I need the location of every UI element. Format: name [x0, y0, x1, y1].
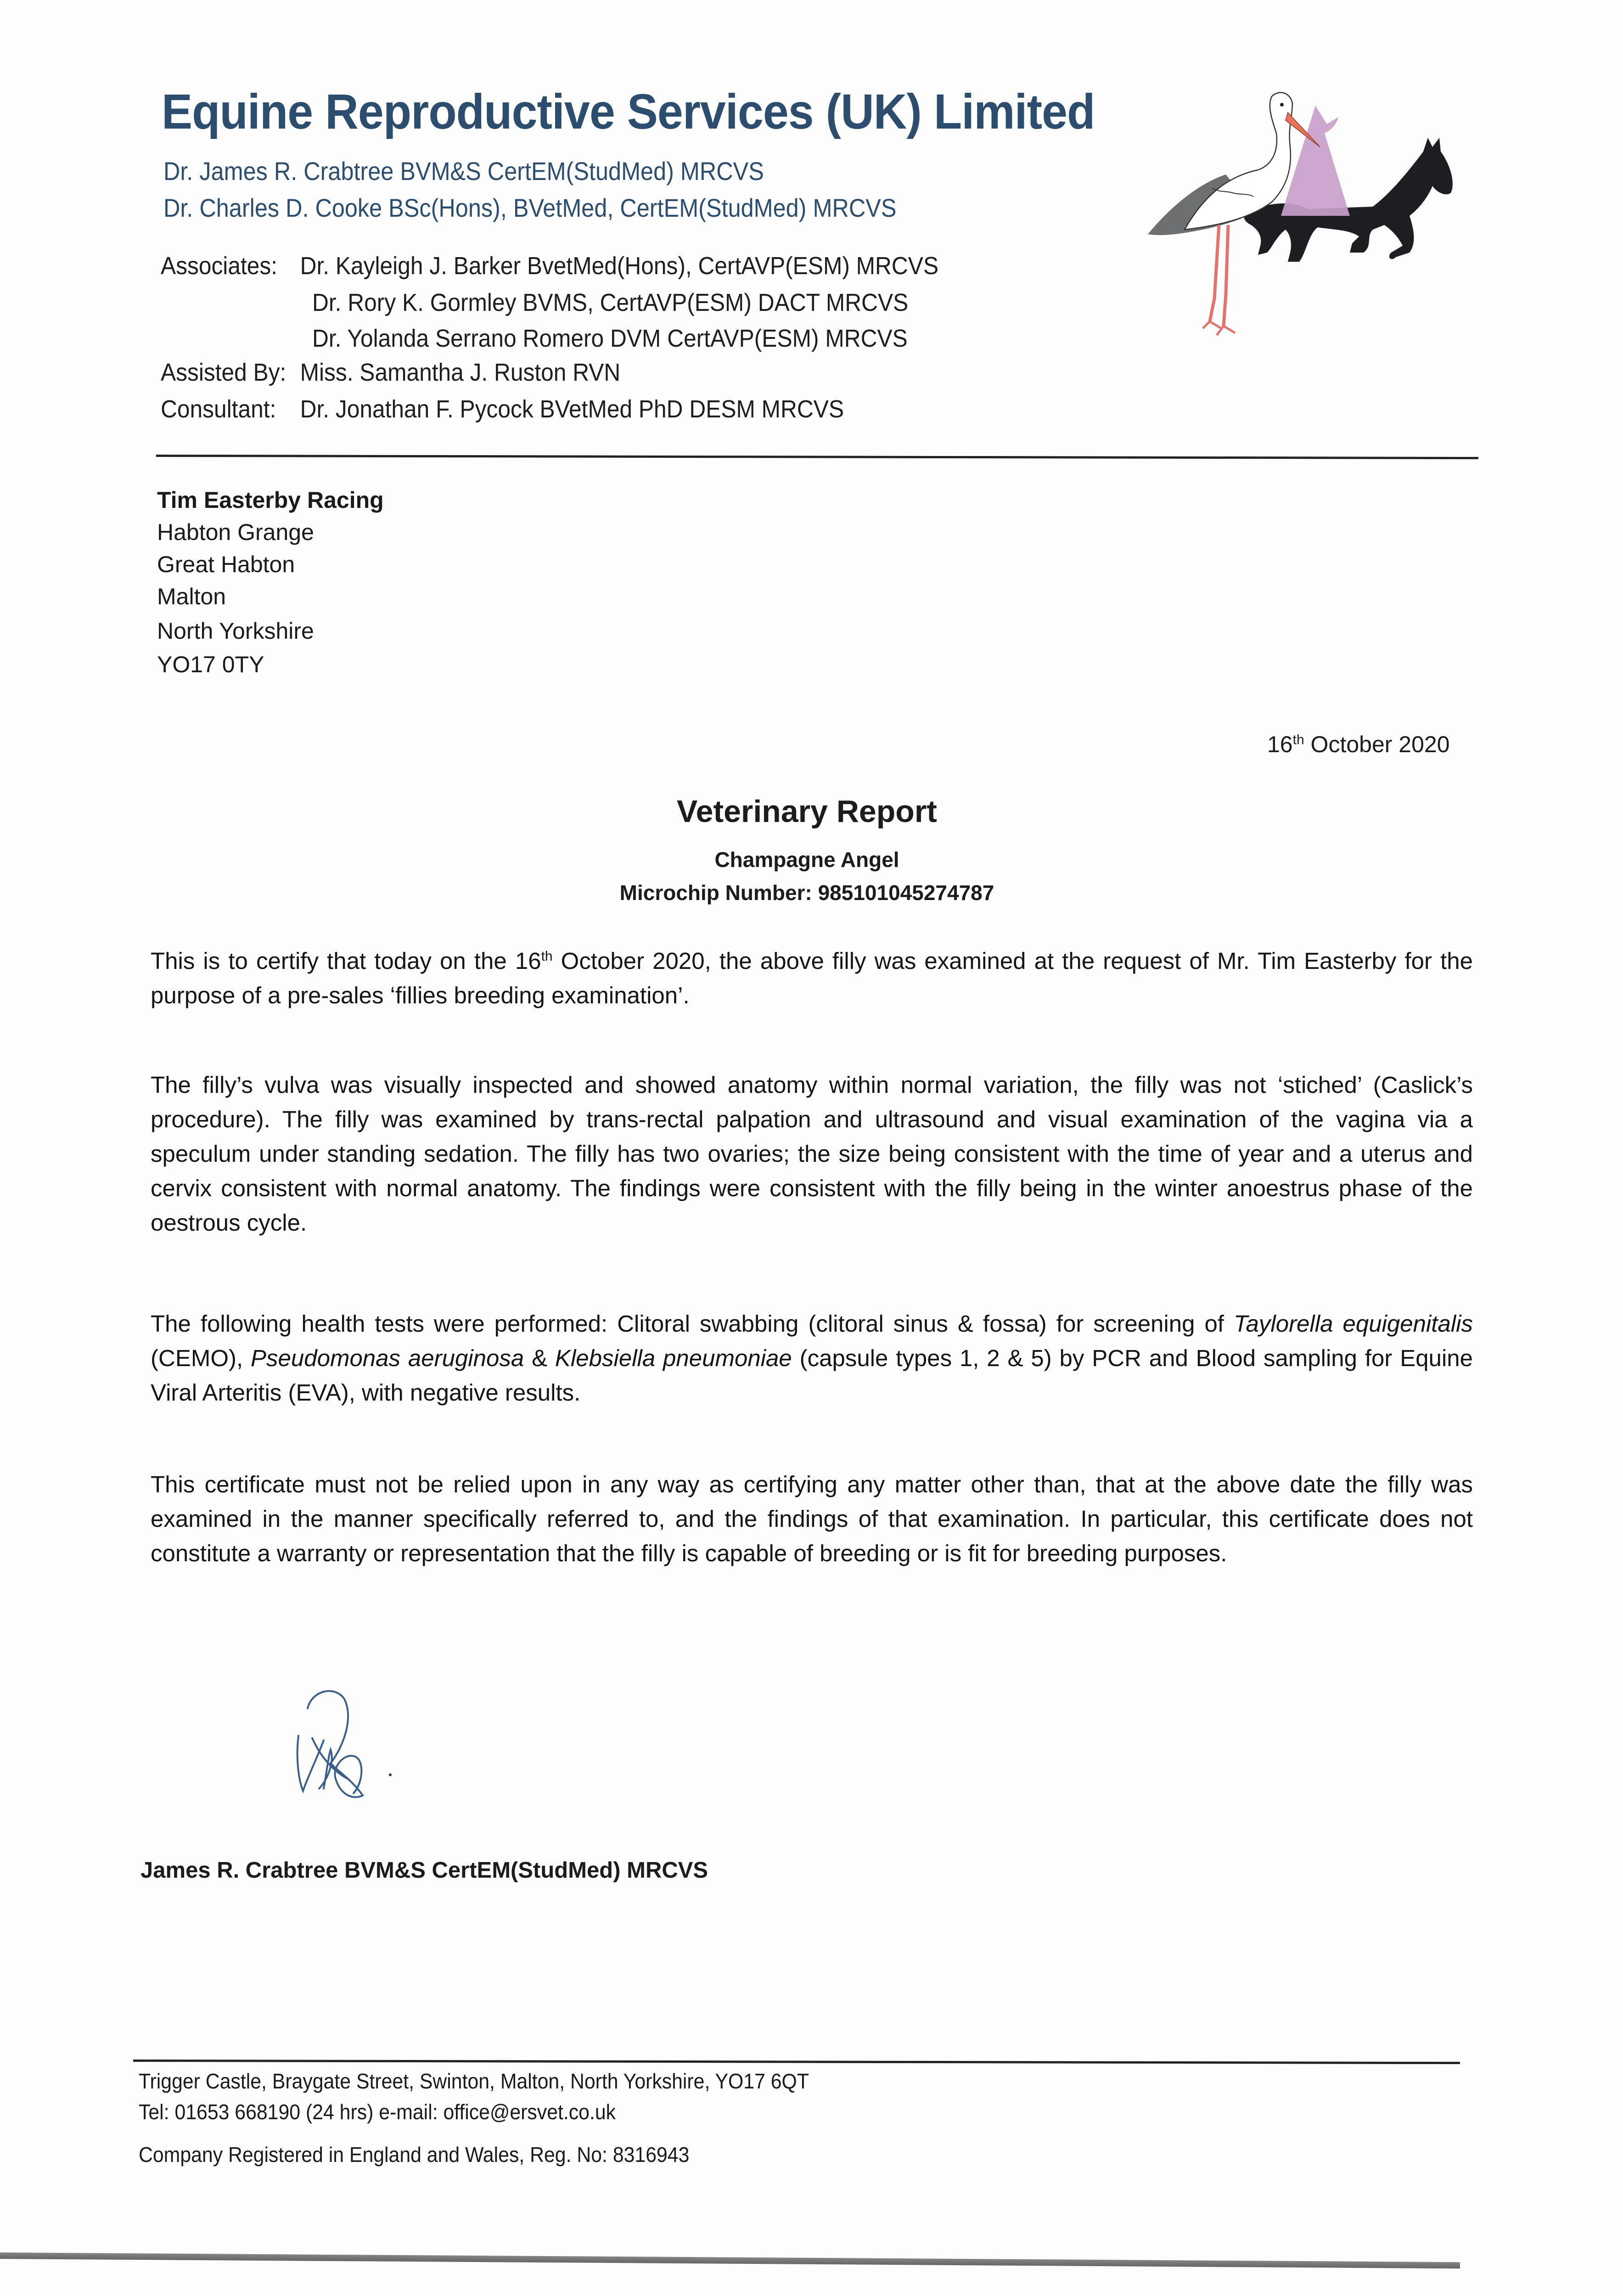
paragraph-certification — [151, 944, 1473, 1013]
paragraph-health-tests — [151, 1306, 1473, 1410]
p1-text-a: This is to certify that today on the 16 — [151, 948, 541, 974]
p3-text-1: The following health tests were performed: Clitoral swabbing (clitoral sinus & fossa) for screening of — [151, 1311, 1234, 1337]
handwritten-signature-icon — [285, 1676, 450, 1814]
footer-divider — [133, 2060, 1460, 2064]
consultant-label: Consultant: — [161, 395, 276, 423]
partner-2: Dr. Charles D. Cooke BSc(Hons), BVetMed, CertEM(StudMed) MRCVS — [163, 193, 897, 222]
addressee-line-4: North Yorkshire — [157, 618, 314, 644]
addressee-line-2: Great Habton — [157, 551, 295, 577]
p3-text-3: & — [524, 1345, 555, 1371]
date-suffix: th — [1292, 732, 1304, 748]
p3-text-2: (CEMO), — [151, 1345, 251, 1371]
date-day: 16 — [1267, 732, 1293, 757]
addressee-name: Tim Easterby Racing — [157, 487, 384, 513]
report-title: Veterinary Report — [677, 794, 937, 829]
addressee-line-5: YO17 0TY — [157, 652, 264, 677]
scan-edge-shadow — [0, 2252, 1460, 2268]
p3-organism-1: Taylorella equigenitalis — [1234, 1311, 1473, 1337]
date-rest: October 2020 — [1304, 732, 1450, 757]
letter-date — [1267, 731, 1450, 758]
partner-1: Dr. James R. Crabtree BVM&S CertEM(StudMed) MRCVS — [163, 157, 764, 186]
assisted-label: Assisted By: — [161, 359, 286, 386]
footer-contact: Tel: 01653 668190 (24 hrs) e-mail: office@ersvet.co.uk — [139, 2100, 616, 2124]
associate-1: Dr. Kayleigh J. Barker BvetMed(Hons), CertAVP(ESM) MRCVS — [300, 252, 939, 280]
microchip-number: 985101045274787 — [818, 881, 994, 905]
assisted-row — [161, 358, 620, 387]
p3-organism-2: Pseudomonas aeruginosa — [250, 1345, 524, 1371]
consultant-row — [161, 395, 844, 423]
microchip-line — [0, 880, 1618, 905]
associate-2: Dr. Rory K. Gormley BVMS, CertAVP(ESM) DACT MRCVS — [312, 289, 909, 316]
header-divider — [156, 455, 1478, 459]
p3-organism-3: Klebsiella pneumoniae — [555, 1345, 792, 1371]
footer-registration: Company Registered in England and Wales, Reg. No: 8316943 — [139, 2143, 690, 2167]
consultant-name: Dr. Jonathan F. Pycock BVetMed PhD DESM MRCVS — [300, 395, 844, 423]
company-name: Equine Reproductive Services (UK) Limited — [162, 84, 1095, 139]
addressee-line-1: Habton Grange — [157, 519, 314, 545]
signatory-name: James R. Crabtree BVM&S CertEM(StudMed) MRCVS — [140, 1858, 708, 1883]
microchip-label: Microchip Number: — [619, 881, 818, 905]
associates-label: Associates: — [161, 252, 278, 280]
associate-3: Dr. Yolanda Serrano Romero DVM CertAVP(ESM) MRCVS — [312, 325, 908, 352]
addressee-line-3: Malton — [157, 584, 226, 609]
paragraph-disclaimer: This certificate must not be relied upon in any way as certifying any matter other than, that at the above date the filly was examined in the manner specifically referred to, and the findings of that examination. In particular, this certificate does not constitute a warranty or representation that the filly is capable of breeding or is fit for breeding purposes. — [151, 1471, 1473, 1566]
horse-name: Champagne Angel — [714, 848, 899, 872]
footer-address: Trigger Castle, Braygate Street, Swinton, Malton, North Yorkshire, YO17 6QT — [139, 2069, 809, 2093]
paragraph-examination: The filly’s vulva was visually inspected and showed anatomy within normal variation, the filly was not ‘stiched’ (Caslick’s procedure). The filly was examined by trans-rectal palpation and ultrasound and visual examination of the vagina via a speculum under standing sedation. The filly has two ovaries; the size being consistent with the time of year and a uterus and cervix consistent with normal anatomy. The findings were consistent with the filly being in the winter anoestrus phase of the oestrous cycle. — [151, 1072, 1473, 1236]
associates-row — [161, 252, 938, 280]
stork-carrying-foal-bundle-with-horse-icon — [1134, 78, 1492, 354]
p1-text-b: October 2020, the above filly was examined at the request of Mr. Tim Easterby for the purpose of a pre-sales ‘fillies breeding examination’. — [151, 948, 1473, 1008]
assistant-name: Miss. Samantha J. Ruston RVN — [300, 359, 621, 386]
p1-sup: th — [541, 949, 553, 964]
p3-text-4: (capsule types 1, 2 & 5) by PCR and Blood sampling for Equine Viral Arteritis (EVA), with negative results. — [151, 1345, 1473, 1406]
